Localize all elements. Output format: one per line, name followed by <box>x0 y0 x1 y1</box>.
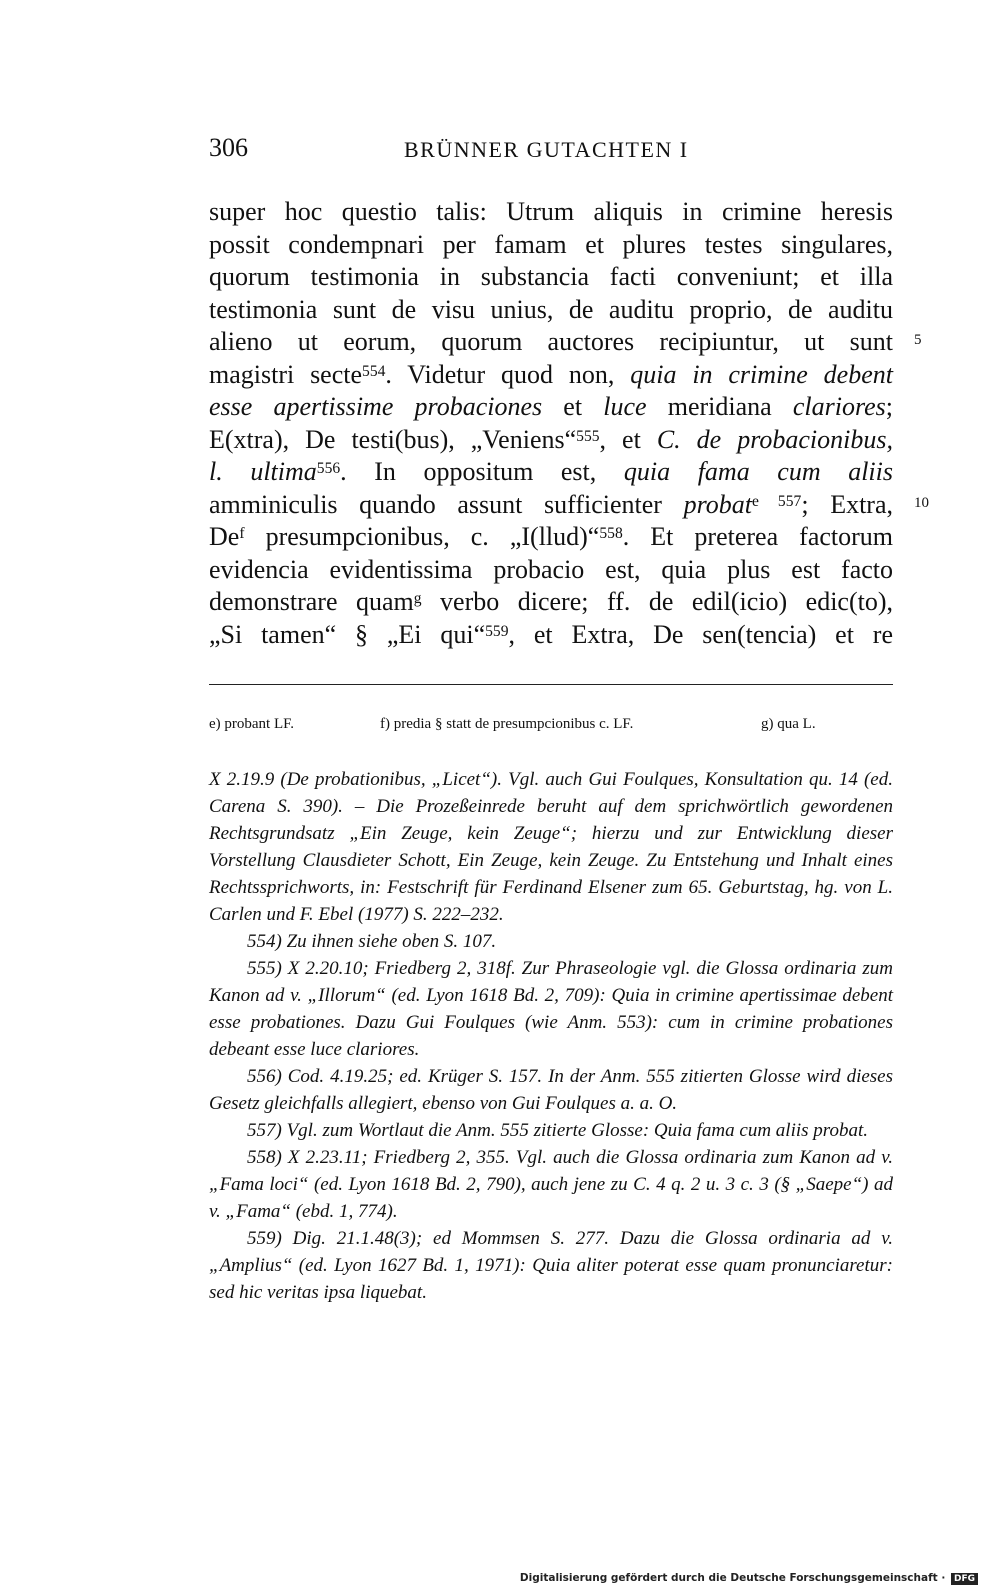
footnote-557: 557) Vgl. zum Wortlaut die Anm. 555 zitierte Glosse: Quia fama cum aliis probat. <box>247 1120 869 1141</box>
footnote-558: 558) X 2.23.11; Friedberg 2, 355. Vgl. auch die Glossa ordinaria zum Kanon ad v. „Fama loci“ (ed. Lyon 1618 Bd. 2, 790), auch jene zu C. 4 q. 2 u. 3 c. 3 (§ „Saepe“) ad v. „Fama“ (ebd. 1, 774). <box>209 1147 893 1222</box>
footnote-continuation: X 2.19.9 (De probationibus, „Licet“). Vgl. auch Gui Foulques, Konsultation qu. 14 (ed. Carena S. 390). – Die Prozeßeinrede beruht auf dem sprichwörtlich gewordenen Rechtsgrundsatz „Ein Zeuge, kein Zeuge“; hierzu und zur Entwicklung dieser Vorstellung Clausdieter Schott, Ein Zeuge, kein Zeuge. Zu Entstehung und Inhalt eines Rechtssprichworts, in: Festschrift für Ferdinand Elsener zum 65. Geburtstag, hg. von L. Carlen und F. Ebel (1977) S. 222–232. <box>209 769 893 925</box>
footnote-divider <box>209 684 893 685</box>
page-number: 306 <box>209 133 248 162</box>
variant-note-g: g) qua L. <box>761 716 816 732</box>
digitization-footer <box>520 1572 978 1585</box>
line-number-5: 5 <box>914 332 922 348</box>
running-title: BRÜNNER GUTACHTEN I <box>404 137 689 162</box>
variant-note-f: f) predia § statt de presumpcionibus c. LF. <box>380 716 634 732</box>
footnote-559: 559) Dig. 21.1.48(3); ed Mommsen S. 277. Dazu die Glossa ordinaria ad v. „Amplius“ (ed. Lyon 1627 Bd. 1, 1971): Quia aliter poterat esse quam pronunciaretur: sed hic veritas ipsa liquebat. <box>209 1228 893 1303</box>
main-text: super hoc questio talis: Utrum aliquis in crimine heresis possit condempnari per famam et plures testes singulares, quorum testimonia in substancia facti conveniunt; et illa testimonia sunt de visu unius, de auditu proprio, de auditu alieno ut eorum, quorum auctores recipiuntur, ut sunt magistri secte$^{554}$. Videtur quod non, quia in crimine debent esse apertissime probaciones et luce meridiana clariores; E(xtra), De testi(bus), „Veniens“$^{555}$, et C. de probacionibus, l. ultima$^{556}$. In oppositum est, quia fama cum aliis amminiculis quando assunt sufficienter probat$^{e 557}$; Extra, De$^f$ presumpcionibus, c. „I(llud)“$^{558}$. Et preterea factorum evidencia evidentissima probacio est, quia plus est facto demonstrare quam$^g$ verbo dicere; ff. de edil(icio) edic(to), „Si tamen“ § „Ei qui“$^{559}$, et Extra, De sen(tencia) et re <box>209 197 894 649</box>
line-number-10: 10 <box>914 495 929 511</box>
footnote-556: 556) Cod. 4.19.25; ed. Krüger S. 157. In der Anm. 555 zitierten Glosse wird dieses Gesetz gleichfalls allegiert, ebenso von Gui Foulques a. a. O. <box>209 1066 893 1114</box>
variant-note-e: e) probant LF. <box>209 716 295 732</box>
footnotes <box>209 766 893 1306</box>
footnote-555: 555) X 2.20.10; Friedberg 2, 318f. Zur Phraseologie vgl. die Glossa ordinaria zum Kanon ad v. „Illorum“ (ed. Lyon 1618 Bd. 2, 709): Quia in crimine apertissimae debent esse probationes. Dazu Gui Foulques (wie Anm. 553): cum in crimine probationes debeant esse luce clariores. <box>209 958 893 1060</box>
dfg-logo: DFG <box>951 1573 978 1585</box>
footer-text: Digitalisierung gefördert durch die Deutsche Forschungsgemeinschaft · <box>519 1572 946 1584</box>
footnote-554: 554) Zu ihnen siehe oben S. 107. <box>247 931 497 952</box>
